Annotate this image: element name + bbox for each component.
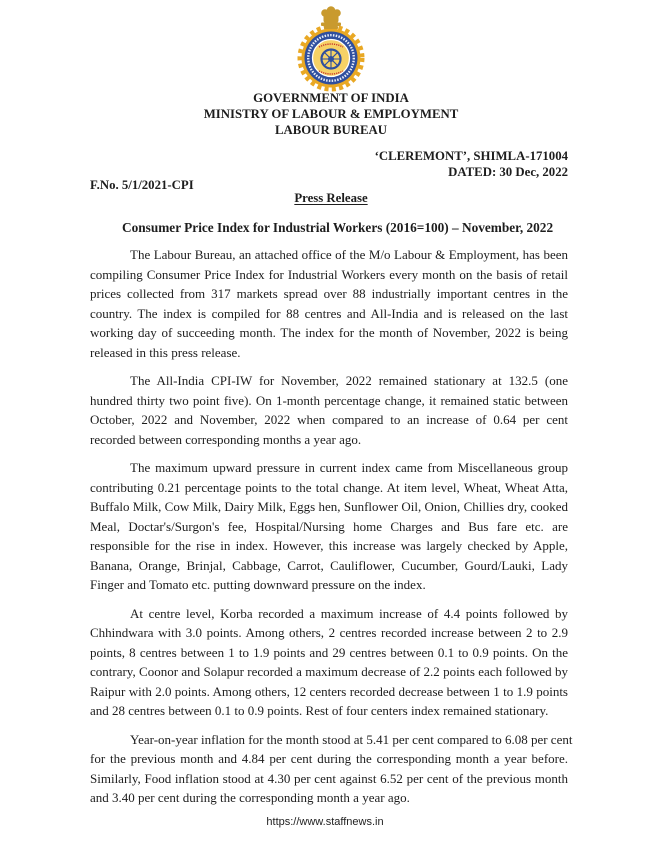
paragraph-line: The Labour Bureau, an attached office of the M/o Labour & Employment, has been [130,247,568,262]
release-date: DATED: 30 Dec, 2022 [448,164,568,179]
paragraph-line: points, 8 centres between 1 to 1.9 points and 29 centres between 0.1 to 0.9 points. On the [90,644,568,660]
paragraph-line: October, 2022 and November, 2022 when compared to an increase of 0.64 per cent [90,412,568,427]
paragraph-line: Year-on-year inflation for the month stood at 5.41 per cent compared to 6.08 per cent [130,731,573,747]
org-government: GOVERNMENT OF INDIA [253,91,409,105]
paragraph-line: contrary, Coonor and Solapur recorded a maximum decrease of 2.2 points each followed by [90,664,568,679]
paragraph-line: hundred thirty two point five). On 1-month percentage change, it remained static between [90,392,568,408]
organisation-heading [60,91,602,138]
paragraph-line: Meal, Doctar's/Surgon's fee, Hospital/Nursing home Charges and Bus fare etc. are [90,518,568,534]
footer-url: https://www.staffnews.in [266,816,384,828]
paragraph-line: prices collected from 317 markets spread over 88 industrially important centres in the [90,286,568,301]
paragraph-line: Finger and Tomato etc. putting downward pressure on the index. [90,577,426,592]
paragraph-all-india-index [90,371,568,449]
org-bureau: LABOUR BUREAU [275,122,387,137]
paragraph-line: and 28 centres between 0.1 to 0.9 points. Rest of four centers index remained stationary. [90,703,549,718]
paragraph-line: Raipur with 2.0 points. Among others, 12 centers recorded decrease between 1 to 1.9 points [90,683,568,699]
paragraph-line: compiling Consumer Price Index for Industrial Workers every month on the basis of retail [90,266,568,282]
press-release-label: Press Release [294,191,368,205]
paragraph-line: recorded between corresponding months a year ago. [90,431,362,447]
paragraph-line: Chhindwara with 3.0 points. Among others, 2 centres recorded increase between 2 to 2.9 [90,625,568,640]
paragraph-line: country. The index is compiled for 88 centres and All-India and is released on the last [90,305,568,321]
paragraph-line: Buffalo Milk, Cow Milk, Dairy Milk, Eggs hen, Sunflower Oil, Onion, Chillies dry, cooked [90,499,568,514]
paragraph-line: Banana, Orange, Brinjal, Cabbage, Carrot, Cauliflower, Cucumber, Gourd/Lauki, Lady [90,557,568,573]
labour-bureau-emblem-icon [291,3,371,95]
file-number: F.No. 5/1/2021-CPI [90,178,194,192]
paragraph-line: and 3.40 per cent during the corresponding month a year ago. [90,790,410,805]
office-address: ‘CLEREMONT’, SHIMLA-171004 [374,149,568,163]
paragraph-line: The All-India CPI-IW for November, 2022 remained stationary at 132.5 (one [130,373,568,388]
address-block [300,149,568,180]
document-title: Consumer Price Index for Industrial Workers (2016=100) – November, 2022 [122,220,554,235]
paragraph-inflation [90,730,573,808]
paragraph-intro [90,245,568,362]
press-release-body [90,245,573,817]
press-release-heading [60,190,602,206]
paragraph-line: At centre level, Korba recorded a maximum increase of 4.4 points followed by [130,605,568,621]
paragraph-line: The maximum upward pressure in current index came from Miscellaneous group [130,460,568,475]
paragraph-line: Similarly, Food inflation stood at 4.30 per cent against 6.52 per cent of the previous month [90,770,568,786]
paragraph-centre-level-changes [90,604,568,721]
paragraph-item-level-changes [90,458,568,595]
paragraph-line: for the previous month and 4.84 per cent during the corresponding month a year before. [90,751,568,766]
org-ministry: MINISTRY OF LABOUR & EMPLOYMENT [203,106,459,121]
paragraph-line: working day of succeeding month. The index for the month of November, 2022 is being [90,325,568,340]
paragraph-line: contributing 0.21 percentage points to the total change. At item level, Wheat, Wheat Atta, [90,479,568,495]
lion-capital-icon [321,6,341,29]
paragraph-line: released in this press release. [90,344,241,360]
paragraph-line: responsible for the rise in index. However, this increase was largely checked by Apple, [90,538,568,553]
